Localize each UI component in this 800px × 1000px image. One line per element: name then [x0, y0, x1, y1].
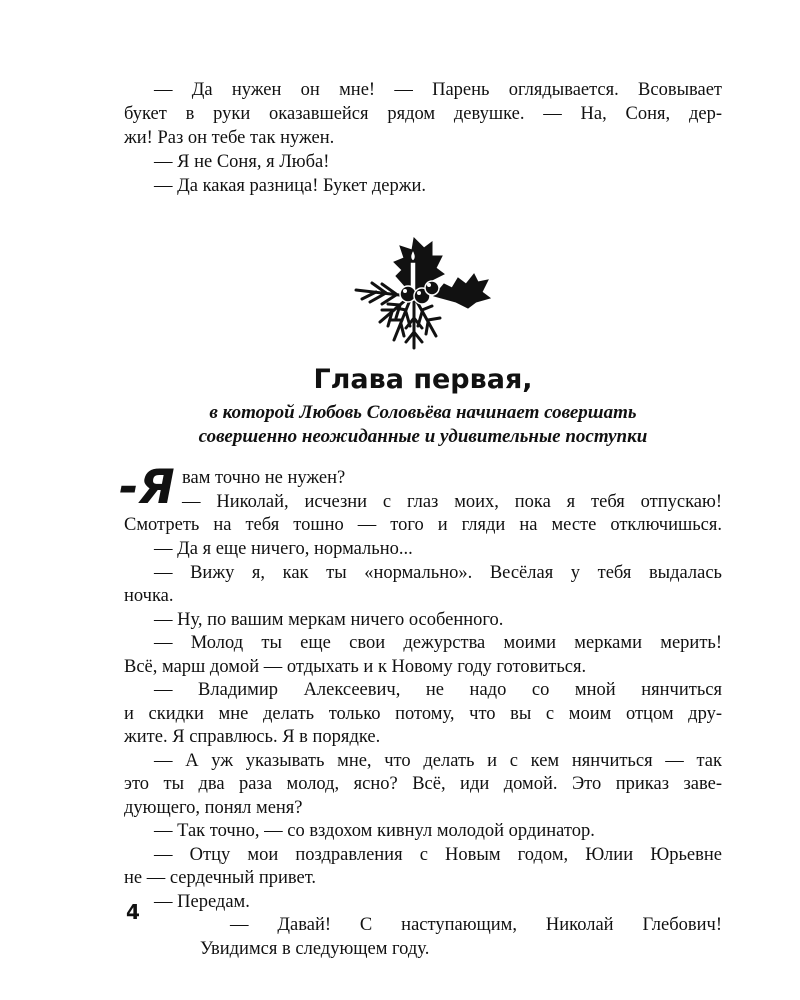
drop-cap: -Я	[119, 460, 175, 515]
text-line: букет в руки оказавшейся рядом девушке. — На, Соня, дер-	[124, 104, 722, 124]
chapter-subtitle: совершенно неожиданные и удивительные поступки	[198, 426, 648, 447]
text-line: — Николай, исчезни с глаз моих, пока я тебя отпускаю!	[182, 492, 722, 512]
holly-pine-branch-icon	[352, 236, 492, 350]
text-line: ночка.	[124, 586, 174, 606]
text-line: вам точно не нужен?	[182, 468, 346, 488]
text-line: — Так точно, — со вздохом кивнул молодой ординатор.	[154, 821, 595, 841]
text-line: Смотреть на тебя тошно — того и гляди на месте отключишься.	[124, 515, 722, 535]
text-line: жи! Раз он тебе так нужен.	[124, 128, 335, 148]
text-line: — Давай! С наступающим, Николай Глебович!	[230, 915, 722, 935]
text-line: это ты два раза молод, ясно? Всё, иди домой. Это приказ заве-	[124, 774, 722, 794]
text-line: — Владимир Алексеевич, не надо со мной нянчиться	[154, 680, 722, 700]
text-line: дующего, понял меня?	[124, 798, 303, 818]
text-line: — Вижу я, как ты «нормально». Весёлая у тебя выдалась	[154, 563, 722, 583]
text-line: — Передам.	[154, 892, 250, 912]
text-line: Увидимся в следующем году.	[200, 939, 430, 959]
text-line: — А уж указывать мне, что делать и с кем нянчиться — так	[154, 751, 722, 771]
chapter-title: Глава первая,	[313, 364, 533, 395]
text-line: — Да нужен он мне! — Парень оглядывается. Всовывает	[154, 80, 722, 100]
text-line: — Я не Соня, я Люба!	[154, 152, 330, 172]
text-line: жите. Я справлюсь. Я в порядке.	[124, 727, 381, 747]
page-number: 4	[126, 900, 140, 924]
text-line: — Молод ты еще свои дежурства моими мерками мерить!	[154, 633, 722, 653]
text-line: — Отцу мои поздравления с Новым годом, Юлии Юрьевне	[154, 845, 722, 865]
text-line: и скидки мне делать только потому, что вы с моим отцом дру-	[124, 704, 722, 724]
text-line: — Да какая разница! Букет держи.	[154, 176, 427, 196]
text-line: — Да я еще ничего, нормально...	[154, 539, 413, 559]
text-line: не — сердечный привет.	[124, 868, 317, 888]
chapter-subtitle: в которой Любовь Соловьёва начинает совершать	[209, 402, 637, 423]
text-line: Всё, марш домой — отдыхать и к Новому году готовиться.	[124, 657, 587, 677]
text-line: — Ну, по вашим меркам ничего особенного.	[154, 610, 504, 630]
